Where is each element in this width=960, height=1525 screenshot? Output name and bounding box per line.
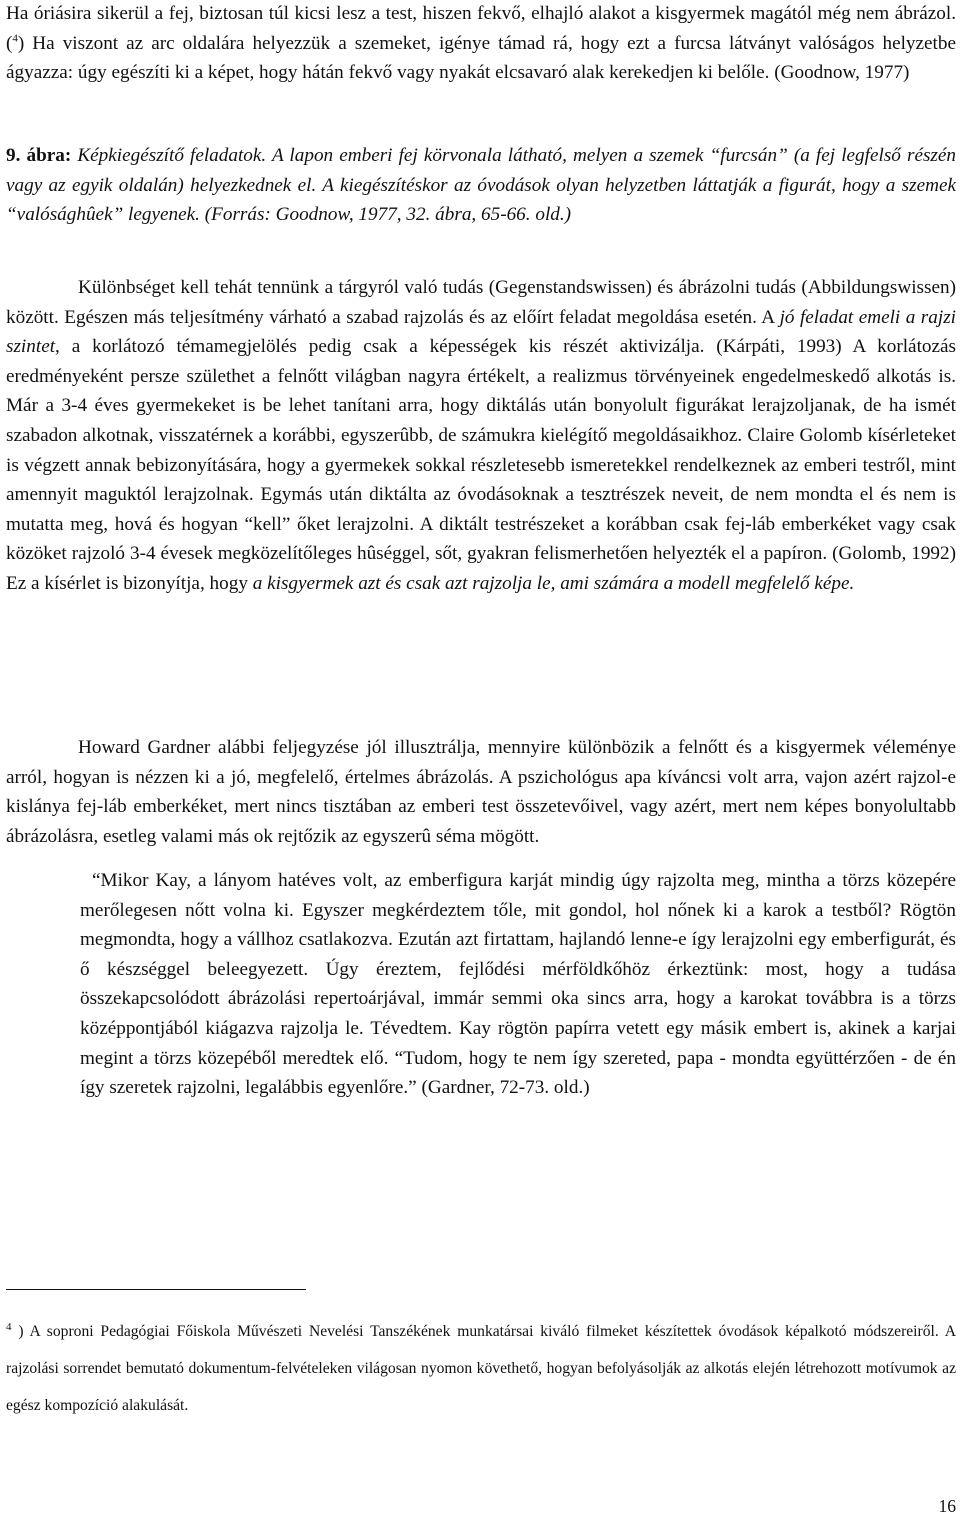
knowledge-difference-paragraph [6, 273, 956, 599]
page-number: 16 [938, 1496, 956, 1516]
footnote-marker: 4 [6, 1320, 12, 1333]
emphasis-good-task: jó feladat emeli a rajzi szintet [6, 306, 956, 358]
footnote-separator [6, 1289, 306, 1290]
intro-text-part1: Ha óriásira sikerül a fej, biztosan túl kicsi lesz a test, hiszen fekvő, elhajló alakot a kisgyermek magától még nem ábrázol. ( [6, 3, 956, 54]
figure-label: 9. ábra: [6, 145, 72, 166]
block-quote [80, 866, 956, 1103]
intro-text-part2: ) Ha viszont az arc oldalára helyezzük a szemeket, igénye támad rá, hogy ezt a furcsa látványt valóságos helyzetbe ágyazza: úgy egészíti ki a képet, hogy hátán fekvő vagy nyakát elcsavaró alak kerekedjen ki belőle. (Goodnow, 1977) [6, 32, 956, 84]
footnote-reference[interactable]: 4 [12, 32, 18, 45]
footnote-text: ) A soproni Pedagógiai Főiskola Művészeti Nevelési Tanszékének munkatársai kiváló filmeket készítettek óvodások képalkotó módszereiről. A rajzolási sorrendet bemutató dokumentum-felvételeken világosan nyomon követhető, hogyan befolyásolják az alkotás elején létrehozott motívumok az egész kompozíció alakulását. [6, 1323, 956, 1414]
gardner-paragraph [6, 733, 956, 851]
figure-title: Képkiegészítő feladatok. [71, 145, 267, 166]
paragraph-text-part2: , a korlátozó témamegjelölés pedig csak a képességek kis részét aktivizálja. (Kárpáti, 1993) A korlátozás eredményeként persze születhet a felnőtt világban nagyra értékelt, a realizmus törvényeinek engedelmeskedő alkotás is. Már a 3-4 éves gyermekeket is be lehet tanítani arra, hogy diktálás után bonyolult figurákat lerajzoljanak, de ha ismét szabadon alkotnak, visszatérnek a korábbi, egyszerûbb, de számukra kielégítő megoldásaikhoz. Claire Golomb kísérleteket is végzett annak bebizonyítására, hogy a gyermekek sokkal részletesebb ismeretekkel rendelkeznek az emberi testről, mint amennyit maguktól lerajzolnak. Egymás után diktálta az óvodásoknak a tesztrészek neveit, de nem mondta el és nem is mutatta meg, hová és hogyan “kell” őket lerajzolni. A diktált testrészeket a korábban csak fej-láb emberkéket vagy csak közöket rajzoló 3-4 évesek megközelítőleges hûséggel, sőt, gyakran felismerhetően helyezték el a papíron. (Golomb, 1992) Ez a kísérlet is bizonyítja, hogy [6, 336, 956, 594]
gardner-text: Howard Gardner alábbi feljegyzése jól illusztrálja, mennyire különbözik a felnőtt és a kisgyermek véleménye arról, hogyan is nézzen ki a jó, megfelelő, értelmes ábrázolás. A pszichológus apa kíváncsi volt arra, vajon azért rajzol-e kislánya fej-láb emberkéket, mert nincs tisztában az emberi test összetevőivel, vagy azért, mert nem képes bonyolultabb ábrázolásra, esetleg valami más ok rejtőzik az egyszerû séma mögött. [6, 737, 956, 847]
emphasis-conclusion: a kisgyermek azt és csak azt rajzolja le, ami számára a modell megfelelő képe. [252, 572, 855, 594]
quote-text: “Mikor Kay, a lányom hatéves volt, az emberfigura karját mindig úgy rajzolta meg, mintha a törzs közepére merőlegesen nőtt volna ki. Egyszer megkérdeztem tőle, mit gondol, hol nőnek ki a karok a testből? Rögtön megmondta, hogy a vállhoz csatlakozva. Ezután azt firtattam, hajlandó lenne-e így lerajzolni egy emberfigurát, és ő készséggel beleegyezett. Úgy éreztem, fejlődési mérföldkőhöz érkeztünk: most, hogy a tudása összekapcsolódott ábrázolási repertoárjával, immár semmi oka sincs arra, hogy a karokat továbbra is a törzs középpontjából kiágazva rajzolja le. Tévedtem. Kay rögtön papírra vetett egy másik embert is, akinek a karjai megint a törzs közepéből meredtek elő. “Tudom, hogy te nem így szereted, papa - mondta együttérzően - de én így szeretek rajzolni, legalábbis egyenlőre.” (Gardner, 72-73. old.) [80, 870, 956, 1099]
figure-description: A lapon emberi fej körvonala látható, melyen a szemek “furcsán” (a fej legfelső részén vagy az egyik oldalán) helyezkednek el. A kiegészítéskor az óvodások olyan helyzetben láttatják a figurát, hogy a szemek “valósághûek” legyenek. (Forrás: Goodnow, 1977, 32. ábra, 65-66. old.) [6, 145, 956, 226]
paragraph-text-part1: Különbséget kell tehát tennünk a tárgyról való tudás (Gegenstandswissen) és ábrázolni tudás (Abbildungswissen) között. Egészen más teljesítmény várható a szabad rajzolás és az előírt feladat megoldása esetén. A [6, 277, 956, 328]
figure-caption [6, 141, 956, 230]
intro-paragraph [6, 0, 956, 88]
footnote [6, 1313, 956, 1424]
